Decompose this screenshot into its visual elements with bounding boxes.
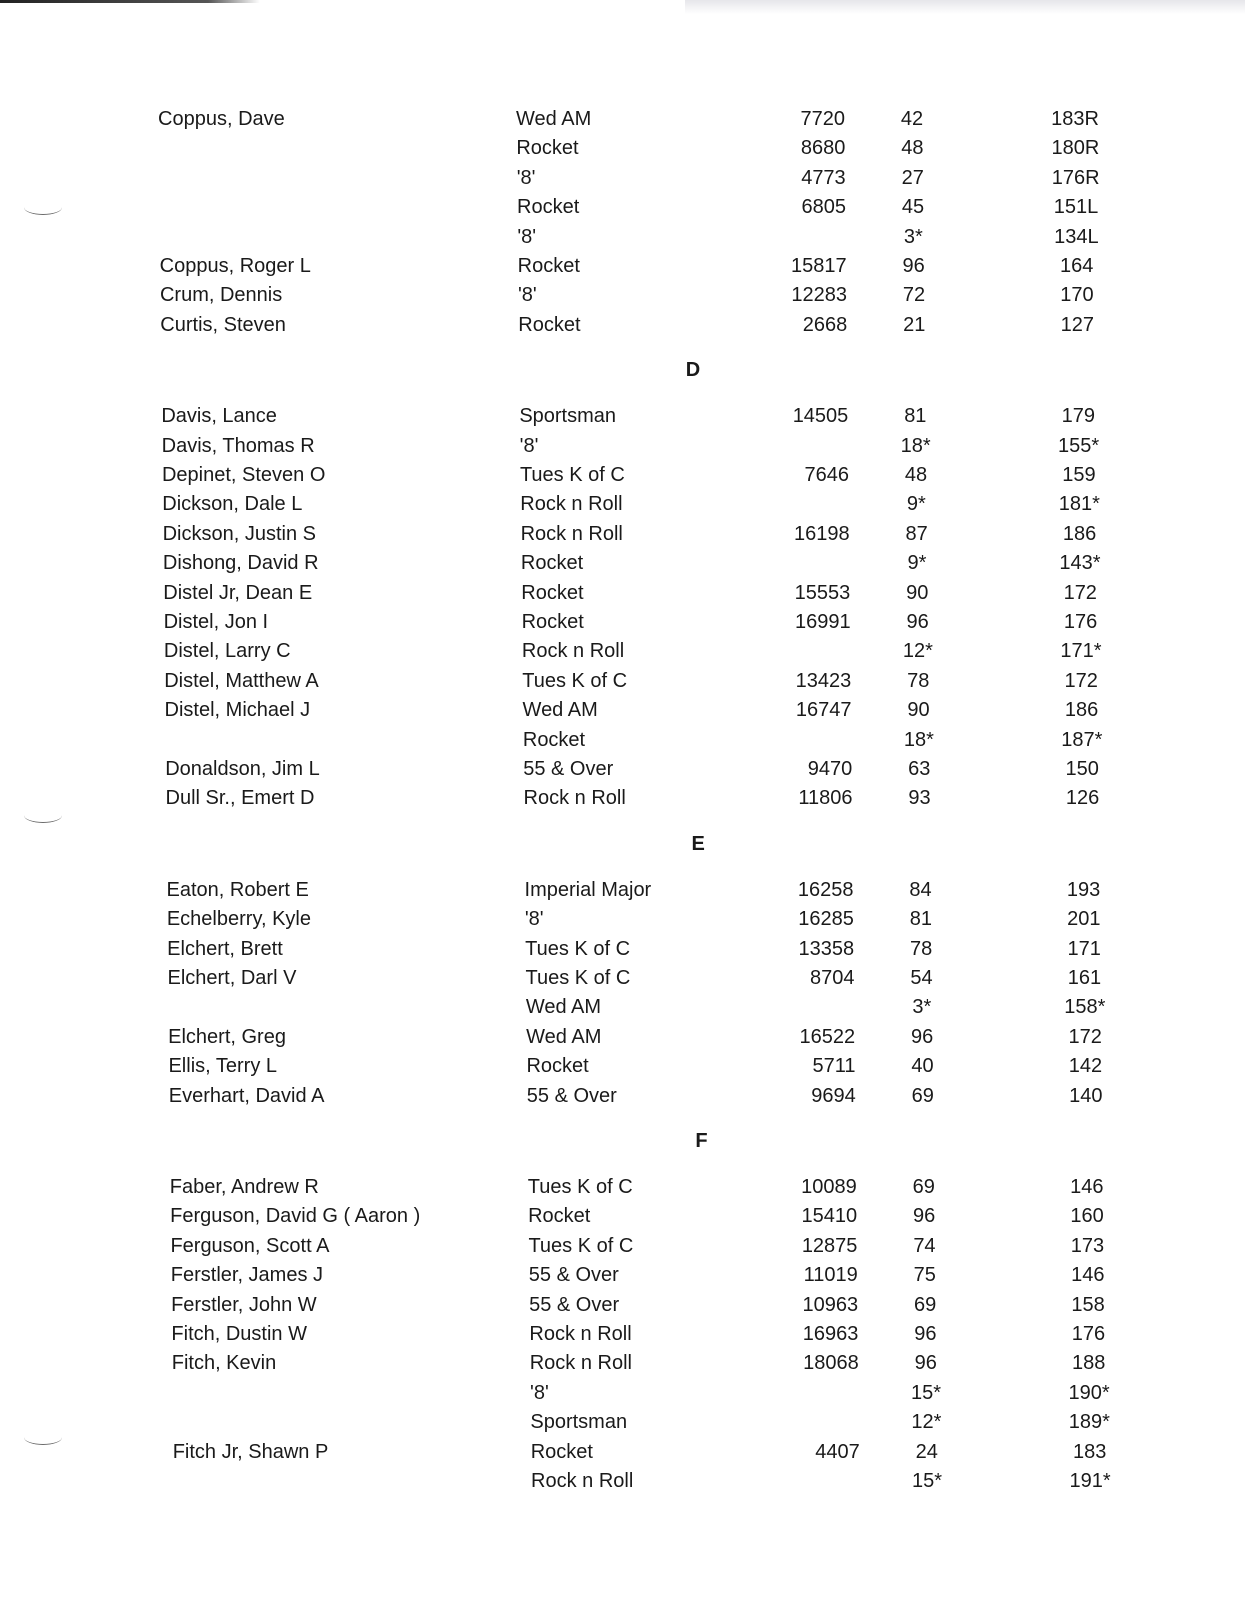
table-row (2, 310, 1245, 340)
league-name: Tues K of C (522, 669, 628, 692)
games-count: 96 (914, 1352, 937, 1375)
average-value: 134L (1054, 225, 1099, 248)
total-pins: 15553 (794, 581, 851, 604)
table-row (8, 783, 1245, 813)
league-name: Rocket (522, 728, 586, 751)
table-row (4, 489, 1245, 519)
bowler-name: Fitch Jr, Shawn P (172, 1440, 329, 1463)
bowler-name: Distel, Larry C (163, 640, 291, 663)
total-pins: 2668 (802, 313, 848, 336)
total-pins: 6805 (801, 196, 847, 219)
total-pins: 15817 (791, 255, 847, 277)
games-count: 96 (902, 255, 925, 277)
total-pins: 15410 (801, 1205, 858, 1228)
table-row (4, 460, 1245, 490)
total-pins: 12875 (801, 1234, 858, 1257)
average-value: 176 (1063, 611, 1098, 633)
league-name: Wed AM (522, 699, 598, 722)
total-pins: 10963 (802, 1293, 859, 1316)
games-count: 9* (907, 552, 927, 575)
table-row (1, 192, 1245, 222)
league-name: Sportsman (530, 1411, 628, 1434)
games-count: 87 (905, 522, 928, 545)
total-pins: 18068 (803, 1352, 859, 1375)
table-row (11, 1081, 1245, 1111)
average-value: 151L (1053, 196, 1099, 219)
average-value: 159 (1062, 464, 1096, 486)
total-pins: 9470 (807, 758, 853, 780)
table-row (1, 163, 1245, 193)
table-row (7, 695, 1245, 725)
bowler-name: Ferguson, Scott A (170, 1234, 330, 1257)
table-row (13, 1290, 1245, 1320)
games-count: 24 (915, 1440, 938, 1463)
league-name: Rock n Roll (521, 640, 625, 663)
bowler-name: Donaldson, Jim L (165, 758, 320, 780)
games-count: 3* (903, 225, 923, 248)
league-name: Sportsman (519, 405, 617, 428)
games-count: 27 (901, 166, 924, 189)
table-row (9, 875, 1245, 905)
bowler-name: Distel, Michael J (164, 699, 311, 722)
league-name: Tues K of C (528, 1234, 634, 1257)
table-row (12, 1201, 1245, 1231)
league-name: Rocket (516, 137, 579, 160)
total-pins: 7646 (804, 464, 849, 486)
average-value: 179 (1061, 405, 1096, 428)
league-name: Rock n Roll (529, 1352, 632, 1375)
games-count: 18* (903, 728, 934, 751)
games-count: 18* (900, 434, 931, 457)
league-name: 55 & Over (528, 1264, 619, 1287)
games-count: 12* (902, 640, 933, 663)
table-row (2, 251, 1245, 281)
games-count: 81 (909, 908, 932, 931)
table-row (7, 725, 1245, 755)
section-letter: F (695, 1130, 708, 1152)
average-value: 188 (1072, 1352, 1106, 1375)
average-value: 183R (1051, 108, 1099, 130)
games-count: 90 (907, 699, 930, 722)
bowler-name: Echelberry, Kyle (166, 908, 311, 931)
average-value: 158* (1064, 996, 1106, 1019)
table-row (13, 1319, 1245, 1349)
average-value: 161 (1067, 967, 1102, 989)
league-name: '8' (517, 284, 537, 307)
bowler-name: Distel, Matthew A (164, 669, 319, 692)
total-pins: 8680 (800, 137, 846, 160)
total-pins: 10089 (801, 1176, 857, 1198)
average-value: 171* (1060, 640, 1102, 663)
average-value: 183 (1073, 1440, 1107, 1463)
bowler-name: Fitch, Dustin W (171, 1323, 307, 1345)
average-value: 187* (1061, 728, 1103, 751)
league-name: Imperial Major (524, 878, 652, 901)
games-count: 96 (911, 1025, 934, 1048)
games-count: 9* (906, 493, 926, 516)
league-name: Tues K of C (527, 1176, 633, 1198)
table-row (13, 1260, 1245, 1290)
total-pins: 11019 (803, 1264, 858, 1287)
total-pins: 16747 (795, 699, 852, 722)
league-name: Rocket (521, 581, 584, 604)
average-value: 189* (1068, 1411, 1110, 1434)
games-count: 45 (901, 196, 925, 219)
table-row (1, 222, 1245, 252)
league-name: Rocket (520, 552, 584, 575)
league-name: Rock n Roll (523, 787, 626, 810)
league-name: Rocket (526, 1055, 589, 1078)
games-count: 12* (911, 1411, 942, 1434)
games-count: 48 (904, 464, 928, 486)
table-row (5, 578, 1245, 608)
league-name: Tues K of C (525, 937, 631, 960)
games-count: 54 (910, 967, 933, 989)
league-name: Tues K of C (519, 464, 625, 486)
table-row (6, 607, 1245, 637)
league-name: Rocket (517, 255, 580, 277)
table-row (10, 992, 1245, 1022)
average-value: 142 (1068, 1055, 1103, 1078)
games-count: 72 (902, 284, 926, 307)
bowler-name: Eaton, Robert E (166, 878, 309, 901)
table-row (15, 1466, 1245, 1496)
table-row (14, 1348, 1245, 1378)
total-pins: 16285 (798, 908, 854, 931)
league-name: '8' (519, 434, 539, 457)
bowler-name: Faber, Andrew R (169, 1176, 319, 1198)
average-value: 172 (1064, 669, 1098, 692)
games-count: 96 (906, 611, 929, 633)
league-name: 55 & Over (523, 758, 614, 780)
bowler-name: Davis, Thomas R (161, 434, 315, 457)
games-count: 69 (913, 1293, 937, 1316)
league-name: Rocket (530, 1440, 593, 1463)
bowler-name: Dickson, Justin S (162, 522, 316, 545)
average-value: 160 (1070, 1205, 1104, 1228)
bowler-name: Elchert, Greg (168, 1025, 286, 1048)
games-count: 84 (909, 878, 932, 901)
league-name: Rocket (517, 196, 580, 219)
games-count: 74 (913, 1234, 936, 1257)
league-name: Wed AM (526, 1025, 602, 1048)
league-name: '8' (517, 225, 537, 248)
table-row (10, 1051, 1245, 1081)
league-name: Rocket (518, 313, 581, 336)
league-name: '8' (524, 908, 544, 931)
bowler-name: Depinet, Steven O (161, 464, 326, 486)
total-pins: 7720 (800, 108, 846, 130)
average-value: 173 (1070, 1234, 1105, 1257)
table-row (9, 904, 1245, 934)
average-value: 158 (1071, 1293, 1105, 1316)
total-pins: 12283 (791, 284, 847, 307)
table-row (0, 104, 1245, 134)
league-name: Rock n Roll (531, 1470, 634, 1492)
bowler-name: Fitch, Kevin (171, 1352, 277, 1375)
league-name: '8' (530, 1381, 549, 1404)
total-pins: 13358 (798, 937, 855, 960)
total-pins: 16198 (793, 522, 850, 545)
bowler-name: Elchert, Darl V (167, 967, 297, 989)
bowler-name: Coppus, Dave (158, 108, 285, 130)
average-value: 140 (1069, 1084, 1103, 1107)
games-count: 93 (908, 787, 931, 810)
table-row (2, 280, 1245, 310)
table-row (5, 519, 1245, 549)
average-value: 170 (1060, 284, 1094, 307)
bowler-name: Dickson, Dale L (162, 493, 303, 516)
average-value: 143* (1059, 552, 1101, 575)
bowler-name: Ferguson, David G ( Aaron ) (170, 1205, 421, 1228)
total-pins: 5711 (812, 1055, 856, 1078)
table-row (4, 431, 1245, 461)
table-row (10, 1022, 1245, 1052)
table-row (14, 1407, 1245, 1437)
total-pins: 8704 (809, 967, 855, 989)
games-count: 21 (903, 313, 926, 336)
games-count: 78 (910, 937, 933, 960)
total-pins: 4773 (801, 166, 846, 189)
average-value: 164 (1059, 255, 1094, 277)
average-value: 127 (1060, 313, 1094, 336)
section-letter: D (685, 359, 701, 382)
average-value: 190* (1068, 1381, 1110, 1404)
bowler-name: Everhart, David A (168, 1084, 325, 1107)
games-count: 96 (914, 1323, 937, 1345)
league-name: Rocket (521, 611, 584, 633)
bowler-name: Distel, Jon I (163, 611, 269, 633)
bowler-name: Elchert, Brett (167, 937, 283, 960)
table-row (9, 934, 1245, 964)
bowler-name: Dull Sr., Emert D (165, 787, 315, 810)
bowler-name: Coppus, Roger L (159, 255, 311, 277)
bowler-name: Distel Jr, Dean E (163, 581, 313, 604)
games-count: 78 (907, 669, 930, 692)
average-value: 146 (1070, 1176, 1104, 1198)
games-count: 3* (912, 996, 932, 1019)
table-row (0, 133, 1245, 163)
total-pins: 16522 (799, 1025, 856, 1048)
bowler-name: Ferstler, James J (170, 1264, 324, 1287)
total-pins: 11806 (798, 787, 853, 810)
bowler-name: Ferstler, John W (171, 1293, 317, 1316)
average-value: 176R (1051, 166, 1100, 189)
average-value: 126 (1065, 787, 1100, 810)
league-name: Wed AM (516, 108, 592, 130)
average-value: 176 (1071, 1323, 1106, 1345)
games-count: 69 (912, 1176, 935, 1198)
total-pins: 16991 (794, 611, 851, 633)
average-value: 191* (1069, 1470, 1111, 1492)
games-count: 96 (912, 1205, 936, 1228)
games-count: 69 (911, 1084, 934, 1107)
average-value: 146 (1071, 1264, 1105, 1287)
league-name: Rock n Roll (520, 522, 623, 545)
total-pins: 16258 (797, 878, 854, 901)
games-count: 42 (900, 108, 924, 130)
average-value: 171 (1067, 937, 1101, 960)
league-name: Rocket (528, 1205, 591, 1228)
table-row (6, 666, 1245, 696)
total-pins: 4407 (815, 1440, 860, 1463)
bowler-name: Crum, Dennis (159, 284, 283, 307)
games-count: 15* (911, 1381, 942, 1404)
games-count: 40 (911, 1055, 934, 1078)
table-row (15, 1437, 1245, 1467)
table-row (12, 1172, 1245, 1202)
games-count: 48 (901, 137, 924, 160)
league-name: '8' (516, 166, 536, 189)
average-value: 150 (1065, 758, 1099, 780)
average-value: 186 (1064, 699, 1099, 722)
games-count: 15* (912, 1470, 943, 1492)
average-value: 172 (1063, 581, 1097, 604)
average-value: 180R (1051, 137, 1100, 160)
bowler-name: Curtis, Steven (160, 313, 286, 336)
games-count: 63 (908, 758, 931, 780)
league-name: Tues K of C (525, 967, 631, 989)
league-name: 55 & Over (526, 1084, 617, 1107)
total-pins: 13423 (795, 669, 852, 692)
total-pins: 9694 (811, 1084, 856, 1107)
section-letter: E (691, 832, 705, 855)
total-pins: 16963 (802, 1323, 859, 1345)
average-value: 155* (1058, 434, 1100, 457)
bowler-name: Davis, Lance (161, 405, 277, 428)
table-row (3, 401, 1245, 431)
games-count: 75 (913, 1264, 936, 1287)
average-value: 172 (1068, 1025, 1102, 1048)
league-name: Wed AM (525, 996, 602, 1019)
games-count: 81 (904, 405, 927, 428)
table-row (7, 754, 1245, 784)
table-row (6, 636, 1245, 666)
average-value: 201 (1067, 908, 1101, 931)
table-row (12, 1231, 1245, 1261)
league-name: 55 & Over (529, 1293, 620, 1316)
bowler-name: Ellis, Terry L (168, 1055, 278, 1078)
bowler-name: Dishong, David R (162, 552, 319, 575)
table-row (5, 548, 1245, 578)
table-row (9, 963, 1245, 993)
average-value: 181* (1058, 493, 1100, 516)
league-name: Rock n Roll (520, 493, 623, 516)
league-name: Rock n Roll (529, 1323, 632, 1345)
average-value: 186 (1062, 522, 1097, 545)
average-value: 193 (1066, 878, 1101, 901)
total-pins: 14505 (792, 405, 849, 428)
games-count: 90 (906, 581, 929, 604)
table-row (14, 1378, 1245, 1408)
